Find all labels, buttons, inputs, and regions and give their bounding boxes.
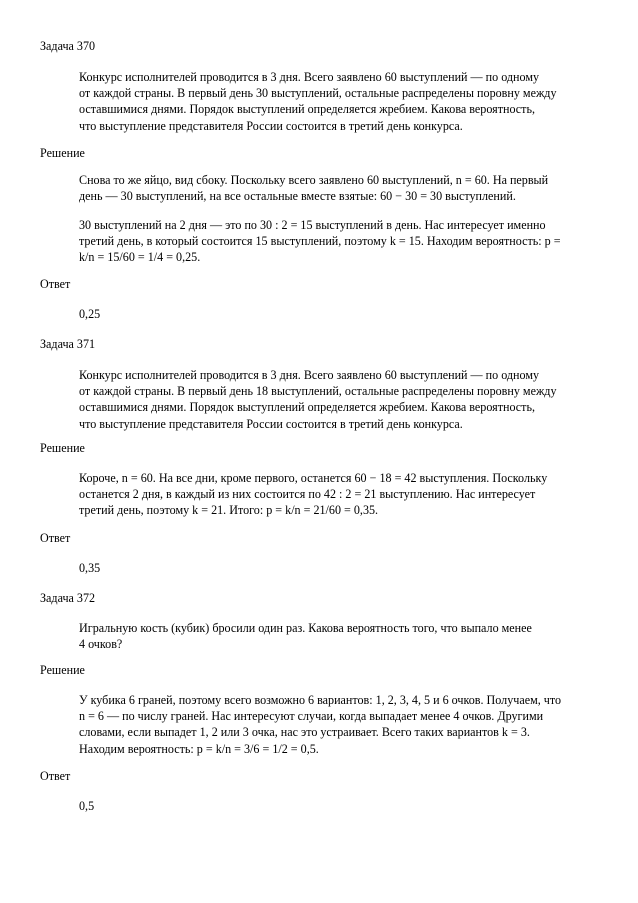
solution-line: k/n = 15/60 = 1/4 = 0,25.	[79, 250, 201, 265]
solution-line: словами, если выпадет 1, 2 или 3 очка, нас это устраивает. Всего таких вариантов k = 3.	[79, 725, 530, 740]
solution-line: Короче, n = 60. На все дни, кроме первого, останется 60 − 18 = 42 выступления. Поскольку	[79, 471, 548, 485]
solution-label: Решение	[40, 663, 85, 677]
statement-line: что выступление представителя России состоится в третий день конкурса.	[79, 416, 463, 431]
solution-paragraph	[79, 470, 604, 519]
answer-value	[79, 560, 604, 576]
statement-line: Конкурс исполнителей проводится в 3 дня. Всего заявлено 60 выступлений — по одному	[79, 368, 540, 382]
answer-label: Ответ	[40, 277, 71, 291]
solution-line: третий день, поэтому k = 21. Итого: p = k/n = 21/60 = 0,35.	[79, 503, 379, 518]
statement-line: что выступление представителя России состоится в третий день конкурса.	[79, 118, 463, 133]
statement-line: от каждой страны. В первый день 18 выступлений, остальные распределены поровну между	[79, 384, 557, 399]
answer-line: 0,5	[79, 799, 95, 813]
answer-line: 0,35	[79, 561, 101, 575]
solution-line: день — 30 выступлений, на все остальные вместе взятые: 60 − 30 = 30 выступлений.	[79, 189, 516, 204]
problem-statement	[79, 620, 604, 652]
answer-line: 0,25	[79, 307, 101, 321]
solution-paragraph	[79, 217, 604, 266]
solution-line: Снова то же яйцо, вид сбоку. Поскольку всего заявлено 60 выступлений, n = 60. На первый	[79, 173, 549, 187]
solution-paragraph	[79, 172, 604, 204]
solution-line: третий день, в который состоится 15 выступлений, поэтому k = 15. Находим вероятность: p =	[79, 234, 561, 249]
statement-line: 4 очков?	[79, 637, 123, 652]
solution-line: 30 выступлений на 2 дня — это по 30 : 2 = 15 выступлений в день. Нас интересует именно	[79, 218, 546, 232]
problem-statement	[79, 69, 604, 134]
solution-line: Находим вероятность: p = k/n = 3/6 = 1/2 = 0,5.	[79, 741, 319, 756]
answer-value	[79, 798, 604, 814]
answer-label: Ответ	[40, 531, 71, 545]
solution-line: n = 6 — по числу граней. Нас интересуют случаи, когда выпадает менее 4 очков. Другими	[79, 709, 544, 724]
solution-label: Решение	[40, 441, 85, 455]
solution-paragraph	[79, 692, 604, 757]
answer-label: Ответ	[40, 769, 71, 783]
problem-title: Задача 371	[40, 337, 96, 351]
solution-line: У кубика 6 граней, поэтому всего возможно 6 вариантов: 1, 2, 3, 4, 5 и 6 очков. Получаем, что	[79, 693, 562, 707]
solution-line: останется 2 дня, в каждый из них состоится по 42 : 2 = 21 выступлению. Нас интересует	[79, 487, 536, 502]
statement-line: Конкурс исполнителей проводится в 3 дня. Всего заявлено 60 выступлений — по одному	[79, 70, 540, 84]
problem-title: Задача 370	[40, 39, 96, 53]
statement-line: оставшимися днями. Порядок выступлений определяется жребием. Какова вероятность,	[79, 102, 535, 117]
problem-statement	[79, 367, 604, 432]
statement-line: Игральную кость (кубик) бросили один раз. Какова вероятность того, что выпало менее	[79, 621, 532, 635]
statement-line: оставшимися днями. Порядок выступлений определяется жребием. Какова вероятность,	[79, 400, 535, 415]
statement-line: от каждой страны. В первый день 30 выступлений, остальные распределены поровну между	[79, 86, 557, 101]
answer-value	[79, 306, 604, 322]
problem-title: Задача 372	[40, 591, 96, 605]
solution-label: Решение	[40, 146, 85, 160]
